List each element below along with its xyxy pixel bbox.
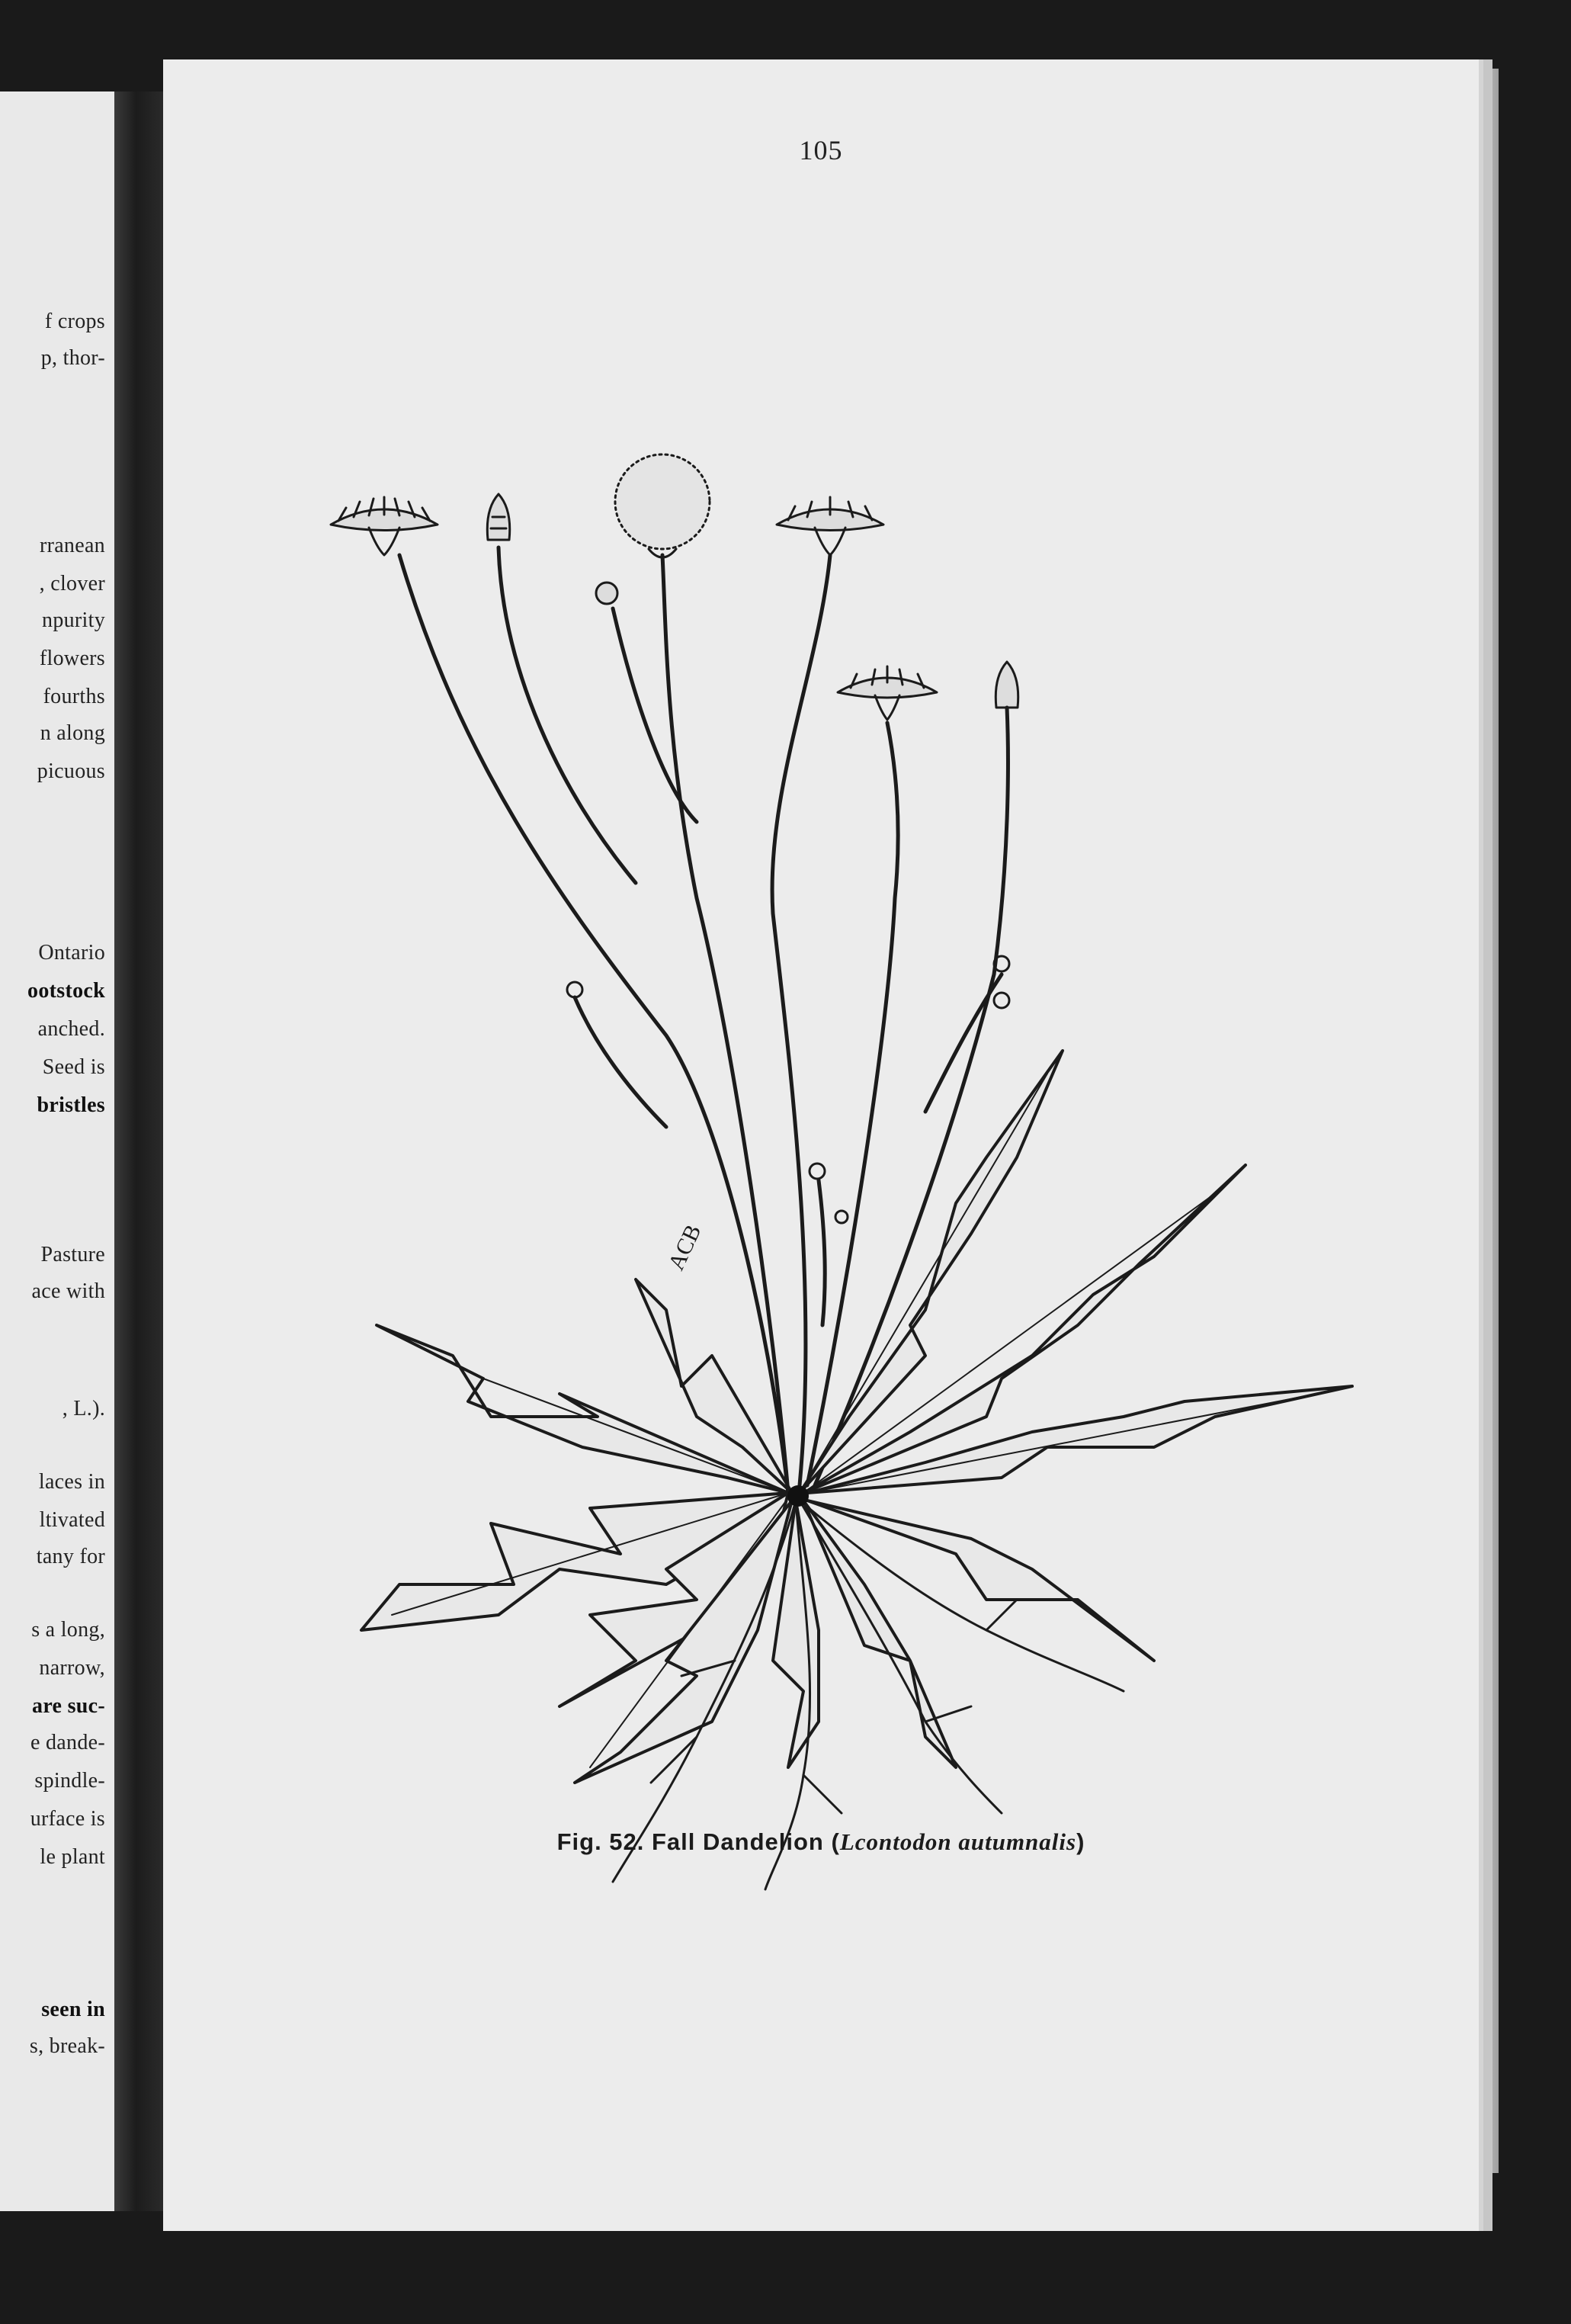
figure-caption-scientific-name: Lcontodon autumnalis: [839, 1828, 1077, 1855]
facing-page-line: seen in: [41, 1998, 105, 2021]
facing-page-line: f crops: [44, 310, 105, 333]
facing-page-line: anched.: [37, 1017, 105, 1041]
facing-page-line: fourths: [43, 685, 105, 708]
facing-page-line: bristles: [37, 1093, 105, 1117]
facing-page-line: n along: [40, 721, 105, 745]
facing-page-line: ootstock: [27, 979, 105, 1003]
book-page: [163, 59, 1479, 2231]
facing-page-line: p, thor-: [40, 346, 105, 370]
facing-page-line: e dande-: [30, 1731, 105, 1754]
facing-page-line: ltivated: [39, 1508, 105, 1532]
facing-page-line: Ontario: [38, 941, 105, 965]
facing-page-line: npurity: [42, 608, 105, 632]
facing-page-line: narrow,: [39, 1656, 105, 1680]
facing-page-line: flowers: [39, 647, 105, 670]
facing-page-line: , clover: [39, 572, 105, 595]
figure-caption-label: Fig. 52. Fall Dandelion: [556, 1828, 824, 1855]
figure-caption: [163, 1828, 1479, 1856]
book-gutter: [114, 91, 163, 2211]
facing-page-line: Pasture: [40, 1243, 105, 1266]
artist-monogram: ACB: [663, 1221, 707, 1274]
flower-heads: [331, 454, 1018, 1223]
facing-page-line: le plant: [40, 1845, 105, 1869]
facing-page-line: s, break-: [29, 2034, 105, 2058]
facing-page-fragment: [0, 91, 114, 2211]
root-crown: [787, 1485, 809, 1507]
dandelion-illustration: [239, 364, 1428, 1905]
facing-page-line: are suc-: [32, 1694, 105, 1718]
facing-page-line: , L.).: [62, 1397, 105, 1420]
facing-page-line: rranean: [39, 534, 105, 557]
facing-page-line: picuous: [37, 759, 105, 783]
facing-page-line: Seed is: [42, 1055, 105, 1079]
figure-caption-open-paren: (: [831, 1828, 840, 1855]
page-number: 105: [799, 135, 843, 165]
page-edge: [1479, 69, 1499, 2173]
facing-page-line: tany for: [36, 1545, 105, 1568]
facing-page-line: ace with: [31, 1279, 105, 1303]
facing-page-line: laces in: [38, 1470, 105, 1494]
facing-page-line: urface is: [30, 1807, 105, 1831]
figure-caption-close-paren: ): [1076, 1828, 1085, 1855]
facing-page-line: spindle-: [34, 1769, 105, 1793]
facing-page-line: s a long,: [31, 1618, 105, 1642]
